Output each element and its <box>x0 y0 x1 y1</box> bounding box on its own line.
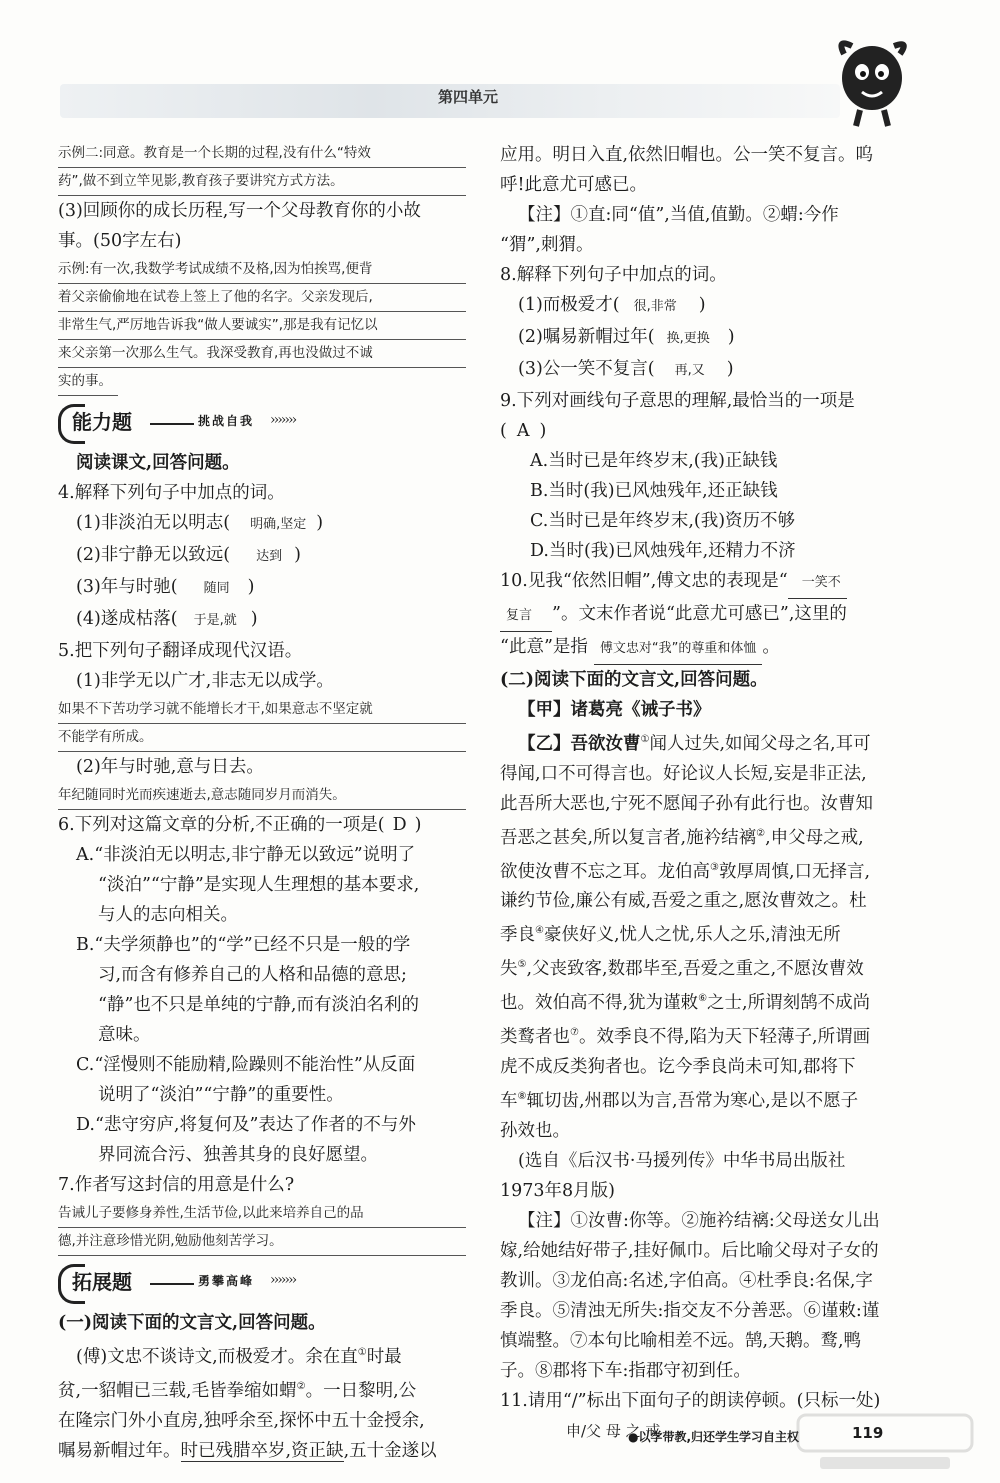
question-8: 8.解释下列句子中加点的词。 <box>500 265 727 285</box>
question-4-3: (3)年与时驰( 随同 ) <box>76 577 255 597</box>
option-b: B.当时(我)已风烛残年,还正缺钱 <box>530 481 778 501</box>
passage-line: 类鹜者也⑦。效季良不得,陷为天下轻薄子,所谓画 <box>500 1026 871 1047</box>
part-one-title: (一)阅读下面的文言文,回答问题。 <box>58 1313 326 1333</box>
passage-line: 贫,一貂帽已三载,毛皆拳缩如蝟②。一日黎明,公 <box>58 1380 417 1401</box>
left-column: 示例二:同意。教育是一个长期的过程,没有什么“特效 药”,做不到立竿见影,教育孩子要讲究方式方法。 (3)回顾你的成长历程,写一个父母教育你的小故 事。(50字左右) 示例:有一次,我数学考试成绩不及格,因为怕挨骂,便背 着父亲偷偷地在试卷上签上了他的名字。父亲发现后, 非常生气,严厉地告诉我“做人要诚实”,那是我有记忆以 来父亲第一次那么生气。我深受教育,再也没做过不诚 实的事。 能力题 挑战自我 ››››››› 阅读课文,回答问题。 4.解释下列句子中加点的词。 (1)非淡泊无以明志( 明确,坚定 ) (2)非宁静无以致远( 达到 ) (3)年与时驰( 随同 ) (4)遂成枯落( 于是,就 ) 5.把下列句子翻译成现代汉语。 (1)非学无以广才,非志无以成学。 如果不下苦功学习就不能增长才干,如果意志不坚定就 不能学有所成。 (2)年与时驰,意与日去。 年纪随同时光而疾速逝去,意志随同岁月而消失。 6.下列对这篇文章的分析,不正确的一项是( D ) A.“非淡泊无以明志,非宁静无以致远”说明了 “淡泊”“宁静”是实现人生理想的基本要求, 与人的志向相关。 B.“夫学须静也”的“学”已经不只是一般的学 习,而含有修养自己的人格和品德的意思; “静”也不只是单纯的宁静,而有淡泊名利的 意味。 C.“淫慢则不能励精,险躁则不能治性”从反面 说明了“淡泊”“宁静”的重要性。 D.“悲守穷庐,将复何及”表达了作者的不与外 界同流合污、独善其身的良好愿望。 7.作者写这封信的用意是什么? 告诫儿子要修身养性,生活节俭,以此来培养自己的品 德,并注意珍惜光阴,勉励他刻苦学习。 拓展题 勇攀高峰 ››››››› (一)阅读下面的文言文,回答问题。 (傅)文忠不谈诗文,而极爱才。余在直①时最 贫,一貂帽已三载,毛皆拳缩如蝟②。一日黎明,公 在隆宗门外小直房,独呼余至,探怀中五十金授余, 嘱易新帽过年。时已残腊卒岁,资正缺,五十金遂以 <box>58 140 466 1466</box>
answer: 达到 <box>256 549 283 564</box>
passage-line: 应用。明日入直,依然旧帽也。公一笑不复言。呜 <box>500 145 874 165</box>
question-6: 6.下列对这篇文章的分析,不正确的一项是( D ) <box>58 815 422 835</box>
passage-line: 欲使汝曹不忘之耳。龙伯高③敦厚周慎,口无择言, <box>500 861 871 882</box>
passage-line: 也。效伯高不得,犹为谨敕⑥之士,所谓刻鹄不成尚 <box>500 992 871 1013</box>
answer: 明确,坚定 <box>250 517 307 532</box>
section-title: 能力题 <box>72 410 132 434</box>
passage-line: 车⑧辄切齿,州郡以为言,吾常为寒心,是以不愿子 <box>500 1090 859 1111</box>
section-title: 拓展题 <box>72 1270 132 1294</box>
question-10: “此意”是指 傅文忠对“我”的尊重和体恤 。 <box>500 632 908 665</box>
passage-line: 此吾所大恶也,宁死不愿闻子孙有此行也。汝曹知 <box>500 793 874 814</box>
divider <box>150 1283 194 1285</box>
question-4-2: (2)非宁静无以致远( 达到 ) <box>76 545 301 565</box>
passage-line: 得闻,口不可得言也。好论议人长短,妄是非正法, <box>500 763 867 784</box>
question-8-2: (2)嘱易新帽过年( 换,更换 ) <box>518 327 735 347</box>
section-subtitle: 勇攀高峰 <box>198 1274 255 1288</box>
answer-line: 年纪随同时光而疾速逝去,意志随同岁月而消失。 <box>58 782 466 810</box>
passage-yi: 【乙】吾欲汝曹①闻人过失,如闻父母之名,耳可 <box>518 733 871 754</box>
question-7: 7.作者写这封信的用意是什么? <box>58 1175 295 1195</box>
question-4: 4.解释下列句子中加点的词。 <box>58 483 285 503</box>
answer-line: 示例:有一次,我数学考试成绩不及格,因为怕挨骂,便背 <box>58 256 466 284</box>
mascot-icon <box>826 34 914 130</box>
note: “猬”,刺猬。 <box>500 235 594 255</box>
answer-line: 不能学有所成。 <box>58 724 466 752</box>
note: 【注】①汝曹:你等。②施衿结褵:父母送女儿出 <box>518 1210 880 1231</box>
option-d: D.当时(我)已风烛残年,还精力不济 <box>530 541 796 561</box>
passage-line: 嘱易新帽过年。时已残腊卒岁,资正缺,五十金遂以 <box>58 1440 437 1461</box>
option-a: A.“非淡泊无以明志,非宁静无以致远”说明了 <box>76 845 416 865</box>
answer: 申/父 母 之 戒 <box>566 1421 661 1440</box>
source: 1973年8月版) <box>500 1180 615 1201</box>
section-subtitle: 挑战自我 <box>198 414 255 428</box>
question-5-1: (1)非学无以广才,非志无以成学。 <box>76 671 334 691</box>
option-b: B.“夫学须静也”的“学”已经不只是一般的学 <box>76 935 411 955</box>
right-column <box>500 140 908 1446</box>
answer: D <box>392 815 407 835</box>
part-two-title: (二)阅读下面的文言文,回答问题。 <box>500 670 768 690</box>
question-9-answer: ( A ) <box>500 421 547 441</box>
answer: 很,非常 <box>633 299 677 314</box>
answer: 换,更换 <box>666 331 710 346</box>
answer-line: 如果不下苦功学习就不能增长才干,如果意志不坚定就 <box>58 696 466 724</box>
note: 嫁,给她结好带子,挂好佩巾。后比喻父母对子女的 <box>500 1240 879 1261</box>
note: 慎端整。⑦本句比喻相差不远。鹄,天鹅。鹜,鸭 <box>500 1330 862 1351</box>
arrows-icon: ››››››› <box>270 412 296 428</box>
note: 教训。③龙伯高:名述,字伯高。④杜季良:名保,字 <box>500 1270 873 1291</box>
passage-line: (傅)文忠不谈诗文,而极爱才。余在直①时最 <box>76 1346 402 1367</box>
question-8-3: (3)公一笑不复言( 再,又 ) <box>518 359 734 379</box>
option-c: C.“淫慢则不能励精,险躁则不能治性”从反面 <box>76 1055 416 1075</box>
option-d: D.“悲守穷庐,将复何及”表达了作者的不与外 <box>76 1115 416 1135</box>
example-line: 示例二:同意。教育是一个长期的过程,没有什么“特效 <box>58 140 466 168</box>
passage-line: 谦约节俭,廉公有威,吾爱之重之,愿汝曹效之。杜 <box>500 891 867 912</box>
page-number: 119 <box>852 1424 884 1442</box>
question-10: 10.见我“依然旧帽”,傅文忠的表现是“ 一笑不 <box>500 566 908 599</box>
page-header <box>0 0 1000 135</box>
unit-title: 第四单元 <box>438 88 499 106</box>
passage-line: 孙效也。 <box>500 1120 570 1141</box>
note: 子。⑧郡将下车:指郡守初到任。 <box>500 1360 751 1381</box>
answer-line: 非常生气,严厉地告诉我“做人要诚实”,那是我有记忆以 <box>58 312 466 340</box>
question-text: (3)回顾你的成长历程,写一个父母教育你的小故 <box>58 201 421 221</box>
answer-line: 实的事。 <box>58 368 118 396</box>
section-header-extension <box>58 1262 466 1304</box>
question-9: 9.下列对画线句子意思的理解,最恰当的一项是 <box>500 391 855 411</box>
section-header-ability <box>58 402 466 444</box>
answer-line: 来父亲第一次那么生气。我深受教育,再也没做过不诚 <box>58 340 466 368</box>
passage-line: 虎不成反类狗者也。讫今季良尚未可知,郡将下 <box>500 1056 856 1077</box>
passage-line: 在隆宗门外小直房,独呼余至,探怀中五十金授余, <box>58 1410 425 1431</box>
passage-line: 呼!此意尤可感已。 <box>500 175 648 195</box>
question-8-1: (1)而极爱才( 很,非常 ) <box>518 295 706 315</box>
question-5-2: (2)年与时驰,意与日去。 <box>76 757 264 777</box>
answer-line: 着父亲偷偷地在试卷上签上了他的名字。父亲发现后, <box>58 284 466 312</box>
watermark-logo <box>790 1405 980 1475</box>
source: (选自《后汉书·马援列传》中华书局出版社 <box>518 1150 846 1171</box>
passage-line: 季良④豪侠好义,忧人之忧,乐人之乐,清浊无所 <box>500 925 841 946</box>
question-11: 11.请用“/”标出下面句子的朗读停顿。(只标一处) <box>500 1390 881 1411</box>
note: 季良。⑤清浊无所失:指交友不分善恶。⑥谨敕:谨 <box>500 1300 880 1321</box>
option-c: C.当时已是年终岁末,(我)资历不够 <box>530 511 796 531</box>
passage-line: 吾恶之甚矣,所以复言者,施衿结褵②,申父母之戒, <box>500 827 864 848</box>
question-4-1: (1)非淡泊无以明志( 明确,坚定 ) <box>76 513 324 533</box>
answer: 于是,就 <box>193 613 237 628</box>
question-4-4: (4)遂成枯落( 于是,就 ) <box>76 609 258 629</box>
instruction: 阅读课文,回答问题。 <box>76 453 240 473</box>
note: 【注】①直:同“值”,当值,值勤。②蝟:今作 <box>518 205 839 225</box>
answer: 随同 <box>203 581 230 596</box>
divider <box>150 423 194 425</box>
passage-line: 失⑤,父丧致客,数郡毕至,吾爱之重之,不愿汝曹效 <box>500 959 864 980</box>
option-a: A.当时已是年终岁末,(我)正缺钱 <box>530 451 778 471</box>
arrows-icon: ››››››› <box>270 1272 296 1288</box>
example-line: 药”,做不到立竿见影,教育孩子要讲究方式方法。 <box>58 168 466 196</box>
question-5: 5.把下列句子翻译成现代汉语。 <box>58 641 303 661</box>
footer-slogan: ●以学带教,归还学生学习自主权 <box>628 1430 800 1444</box>
answer: 再,又 <box>674 363 705 378</box>
answer-line: 告诫儿子要修身养性,生活节俭,以此来培养自己的品 <box>58 1200 466 1228</box>
answer-line: 德,并注意珍惜光阴,勉励他刻苦学习。 <box>58 1228 466 1256</box>
passage-jia: 【甲】诸葛亮《诫子书》 <box>518 700 711 720</box>
question-10: 复言 ”。文末作者说“此意尤可感已”,这里的 <box>500 599 908 632</box>
question-text: 事。(50字左右) <box>58 231 182 251</box>
